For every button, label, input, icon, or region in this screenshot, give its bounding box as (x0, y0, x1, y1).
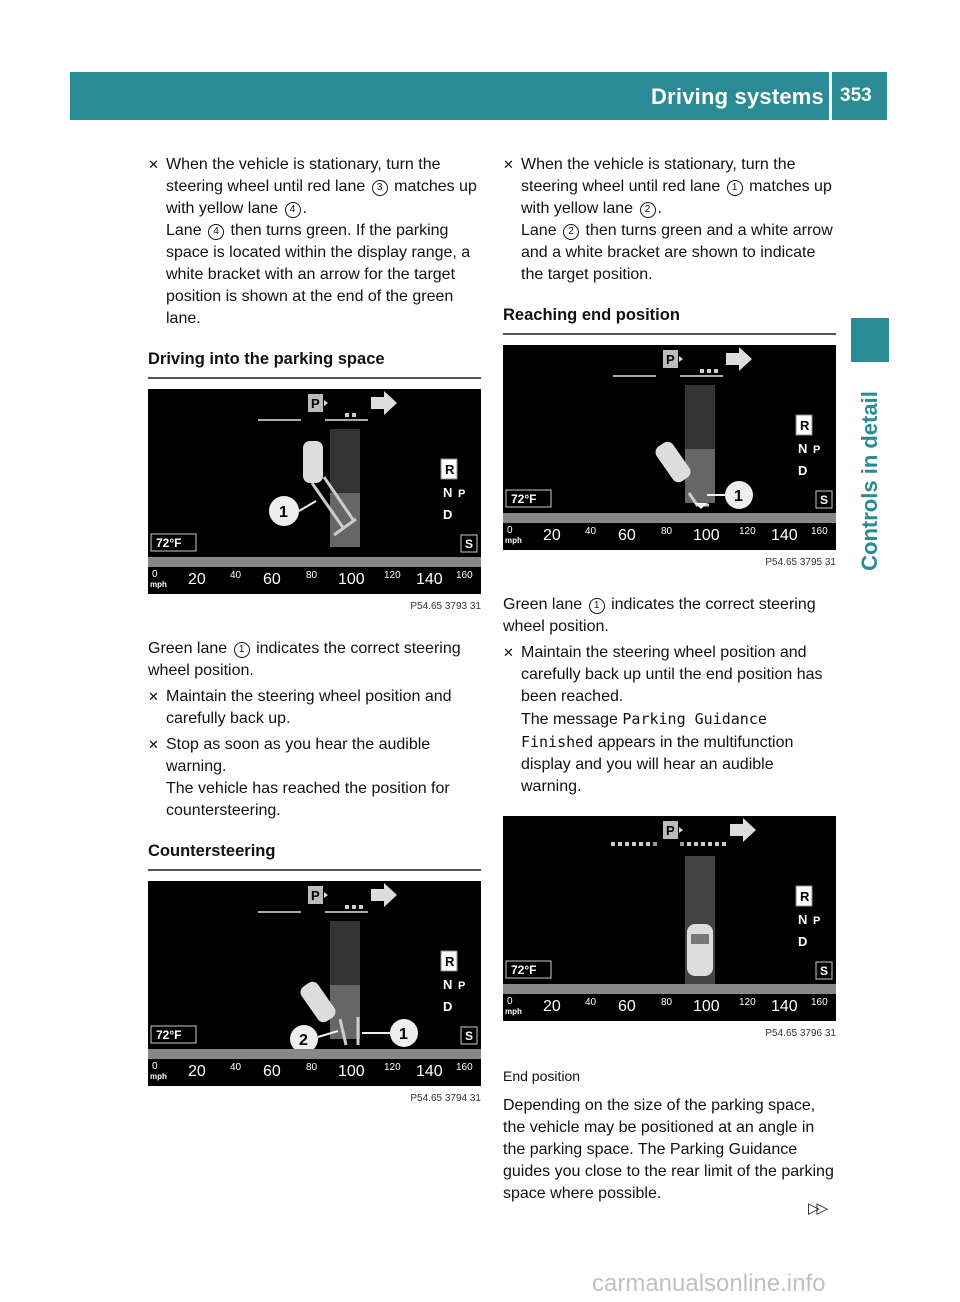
step-bullet: ✕ When the vehicle is stationary, turn the steering wheel until red lane 1 matches up with yellow lane 2 . Lane 2 then turns green and a white arrow and a white bracket are shown to indicate the target position. (503, 156, 833, 283)
bullet-x-icon: ✕ (148, 689, 159, 704)
svg-text:60: 60 (618, 527, 636, 544)
callout-number: 2 (640, 202, 656, 218)
svg-text:100: 100 (338, 571, 365, 588)
figure-code: P54.65 3795 31 (765, 557, 836, 568)
continue-arrows-icon: ▷▷ (808, 1200, 826, 1217)
figure-caption: End position (503, 1068, 581, 1084)
figure-code: P54.65 3794 31 (410, 1093, 481, 1104)
svg-text:P: P (666, 823, 675, 838)
svg-text:80: 80 (661, 997, 673, 1008)
svg-text:R: R (800, 418, 810, 433)
display-figure (148, 389, 481, 618)
callout-number: 1 (234, 642, 250, 658)
svg-text:140: 140 (771, 527, 798, 544)
page-section-title: Driving systems (651, 84, 824, 109)
header-divider (829, 72, 832, 120)
svg-text:S: S (820, 964, 829, 978)
svg-text:140: 140 (771, 998, 798, 1015)
svg-text:0: 0 (507, 525, 513, 536)
svg-text:N: N (798, 912, 808, 927)
page-number: 353 (840, 85, 872, 106)
svg-text:80: 80 (661, 526, 673, 537)
section-heading: Driving into the parking space (148, 348, 481, 379)
svg-text:S: S (465, 537, 474, 551)
svg-text:P: P (813, 915, 821, 927)
section-heading: Reaching end position (503, 304, 836, 335)
svg-text:S: S (465, 1029, 474, 1043)
svg-text:P: P (311, 396, 320, 411)
svg-text:40: 40 (585, 526, 597, 537)
svg-text:160: 160 (456, 1062, 473, 1073)
svg-text:D: D (443, 999, 453, 1014)
svg-text:120: 120 (739, 997, 756, 1008)
display-message: Parking Guidance Finished (521, 710, 767, 751)
svg-text:20: 20 (543, 998, 561, 1015)
figure-code: P54.65 3793 31 (410, 601, 481, 612)
multifunction-display-image (503, 345, 836, 550)
svg-text:60: 60 (263, 571, 281, 588)
car-icon (687, 924, 713, 976)
svg-text:S: S (820, 493, 829, 507)
svg-text:R: R (445, 954, 455, 969)
display-figure (503, 816, 836, 1045)
svg-text:P: P (813, 444, 821, 456)
callout-number: 4 (208, 224, 224, 240)
bullet-x-icon: ✕ (148, 157, 159, 172)
svg-text:1: 1 (399, 1026, 408, 1043)
svg-text:P: P (666, 352, 675, 367)
svg-text:20: 20 (188, 1063, 206, 1080)
svg-text:120: 120 (384, 1062, 401, 1073)
svg-text:0: 0 (507, 996, 513, 1007)
svg-text:R: R (445, 462, 455, 477)
side-tab-marker (851, 318, 889, 362)
display-figure (148, 881, 481, 1110)
body-text: Green lane 1 indicates the correct steering wheel position. (148, 640, 461, 679)
callout-number: 1 (727, 180, 743, 196)
bullet-x-icon: ✕ (503, 157, 514, 172)
svg-text:120: 120 (739, 526, 756, 537)
step-bullet: ✕ Stop as soon as you hear the audible warning. The vehicle has reached the position for countersteering. (148, 736, 450, 819)
svg-text:60: 60 (618, 998, 636, 1015)
car-icon (303, 441, 323, 483)
svg-text:72°F: 72°F (511, 963, 537, 977)
svg-text:80: 80 (306, 1062, 318, 1073)
svg-text:72°F: 72°F (156, 1028, 182, 1042)
svg-text:160: 160 (811, 526, 828, 537)
right-column (503, 154, 836, 1209)
svg-text:D: D (443, 507, 453, 522)
display-figure (503, 345, 836, 574)
svg-text:1: 1 (734, 488, 743, 505)
figure-code: P54.65 3796 31 (765, 1028, 836, 1039)
svg-text:20: 20 (188, 571, 206, 588)
svg-text:mph: mph (505, 1007, 522, 1016)
svg-text:40: 40 (230, 570, 242, 581)
side-chapter-label: Controls in detail (857, 391, 882, 571)
svg-text:N: N (443, 485, 453, 500)
svg-text:1: 1 (279, 504, 288, 521)
svg-text:140: 140 (416, 1063, 443, 1080)
svg-text:20: 20 (543, 527, 561, 544)
callout-number: 2 (563, 224, 579, 240)
callout-number: 3 (372, 180, 388, 196)
svg-text:40: 40 (585, 997, 597, 1008)
callout-number: 4 (285, 202, 301, 218)
svg-text:D: D (798, 463, 808, 478)
svg-text:160: 160 (456, 570, 473, 581)
svg-text:0: 0 (152, 1061, 158, 1072)
svg-text:40: 40 (230, 1062, 242, 1073)
svg-text:0: 0 (152, 569, 158, 580)
svg-text:100: 100 (693, 527, 720, 544)
svg-text:80: 80 (306, 570, 318, 581)
body-text: Green lane 1 indicates the correct steering wheel position. (503, 596, 816, 635)
svg-text:mph: mph (505, 536, 522, 545)
callout-number: 1 (589, 598, 605, 614)
step-bullet: ✕ Maintain the steering wheel position and carefully back up until the end position has been reached. The message Parking Guidance Finished appears in the multifunction display and you will hear an audible warning. (503, 644, 823, 795)
multifunction-display-image (148, 881, 481, 1086)
multifunction-display-image (148, 389, 481, 594)
svg-text:N: N (443, 977, 453, 992)
svg-text:60: 60 (263, 1063, 281, 1080)
svg-text:140: 140 (416, 571, 443, 588)
svg-text:R: R (800, 889, 810, 904)
svg-text:P: P (458, 488, 466, 500)
left-column (148, 154, 481, 1130)
svg-text:72°F: 72°F (156, 536, 182, 550)
watermark: carmanualsonline.info (592, 1270, 826, 1297)
bullet-x-icon: ✕ (148, 737, 159, 752)
svg-text:2: 2 (299, 1032, 308, 1049)
section-heading: Countersteering (148, 840, 481, 871)
multifunction-display-image (503, 816, 836, 1021)
svg-text:D: D (798, 934, 808, 949)
svg-text:mph: mph (150, 580, 167, 589)
svg-text:160: 160 (811, 997, 828, 1008)
svg-text:mph: mph (150, 1072, 167, 1081)
svg-text:N: N (798, 441, 808, 456)
svg-text:100: 100 (693, 998, 720, 1015)
svg-text:120: 120 (384, 570, 401, 581)
bullet-x-icon: ✕ (503, 645, 514, 660)
svg-text:100: 100 (338, 1063, 365, 1080)
step-bullet: ✕ Maintain the steering wheel position and carefully back up. (148, 688, 452, 727)
svg-text:P: P (458, 980, 466, 992)
svg-text:72°F: 72°F (511, 492, 537, 506)
svg-text:P: P (311, 888, 320, 903)
body-text: Depending on the size of the parking space, the vehicle may be positioned at an angle in the parking space. The Parking Guidance guides you close to the rear limit of the parking space where possible. (503, 1097, 834, 1202)
step-bullet: ✕ When the vehicle is stationary, turn the steering wheel until red lane 3 matches up with yellow lane 4 . Lane 4 then turns green. If the parking space is located within the display range, a white bracket with an arrow for the target position is shown at the end of the green lane. (148, 156, 477, 327)
